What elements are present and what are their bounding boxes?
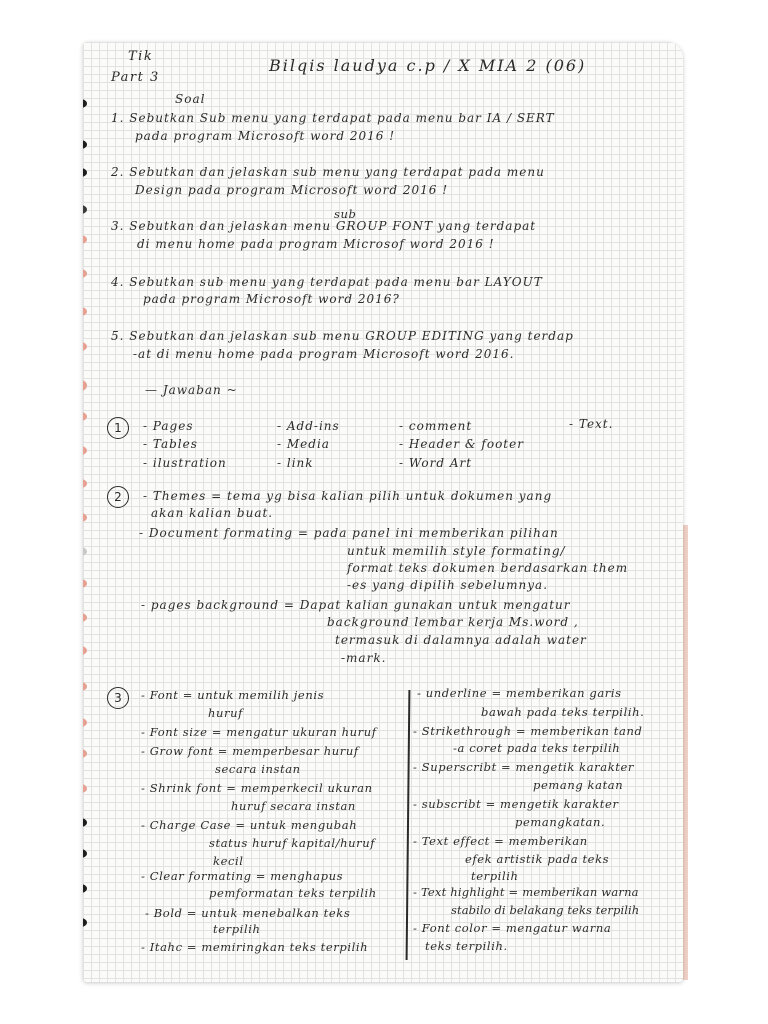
answer-1-item: - comment bbox=[399, 419, 473, 433]
answer-3-right-line: efek artistik pada teks bbox=[465, 852, 610, 866]
binder-hole bbox=[83, 307, 87, 316]
answer-1-item: - link bbox=[277, 456, 314, 470]
binder-hole bbox=[83, 818, 87, 827]
answer-3-left-line: - Charge Case = untuk mengubah bbox=[141, 818, 358, 832]
answer-3-right-line: bawah pada teks terpilih. bbox=[481, 705, 645, 719]
subject-label: Tik bbox=[128, 49, 154, 64]
answer-3-left-line: - Font = untuk memilih jenis bbox=[141, 688, 325, 702]
binder-hole bbox=[83, 269, 87, 278]
answer-3-right-line: pemang katan bbox=[533, 778, 624, 792]
binder-hole bbox=[83, 784, 87, 793]
answer-3-right-line: - Text effect = memberikan bbox=[413, 834, 588, 848]
binder-hole bbox=[83, 613, 87, 622]
binder-hole bbox=[83, 380, 87, 391]
binder-hole bbox=[83, 579, 87, 588]
answer-3-left-line: status huruf kapital/huruf bbox=[209, 836, 376, 850]
binder-hole bbox=[83, 849, 87, 858]
answer-3-right-line: terpilih bbox=[471, 869, 519, 883]
answer-1-item: - Text. bbox=[569, 417, 614, 431]
answer-3-left-line: - Shrink font = memperkecil ukuran bbox=[141, 781, 373, 795]
binder-hole bbox=[83, 682, 87, 691]
answer-1-item: - Header & footer bbox=[399, 437, 524, 451]
question-4-line-2: pada program Microsoft word 2016? bbox=[143, 292, 400, 306]
answer-1-item: - Add-ins bbox=[277, 419, 340, 433]
answer-3-right-line: teks terpilih. bbox=[425, 939, 508, 953]
answer-2-line: - pages background = Dapat kalian gunakan untuk mengatur bbox=[141, 598, 571, 612]
answer-2-line: untuk memilih style formating/ bbox=[347, 544, 566, 558]
answer-3-left-line: - Font size = mengatur ukuran huruf bbox=[141, 725, 377, 739]
answer-3-left-line: huruf secara instan bbox=[231, 799, 356, 813]
binder-hole bbox=[83, 547, 87, 556]
binder-hole bbox=[83, 342, 87, 351]
part-label: Part 3 bbox=[111, 70, 160, 85]
answer-2-line: akan kalian buat. bbox=[151, 506, 274, 520]
answer-1-item: - Pages bbox=[143, 419, 194, 433]
answer-3-left-line: - Itahc = memiringkan teks terpilih bbox=[141, 940, 369, 954]
question-1-line-1: 1. Sebutkan Sub menu yang terdapat pada menu bar IA / SERT bbox=[111, 111, 555, 125]
binder-hole bbox=[83, 718, 87, 727]
binder-hole bbox=[83, 168, 87, 177]
answer-2-line: background lembar kerja Ms.word , bbox=[327, 615, 579, 629]
answer-3-right-line: -a coret pada teks terpilih bbox=[453, 741, 621, 755]
question-2-line-1: 2. Sebutkan dan jelaskan sub menu yang terdapat pada menu bbox=[111, 165, 545, 179]
answer-3-left-line: pemformatan teks terpilih bbox=[209, 886, 377, 900]
binder-hole bbox=[83, 646, 87, 655]
binder-hole bbox=[83, 140, 87, 149]
answer-3-right-line: - Strikethrough = memberikan tand bbox=[413, 724, 643, 738]
jawaban-heading: — Jawaban ~ bbox=[145, 383, 238, 397]
notebook-page bbox=[83, 42, 683, 982]
answer-1-item: - Media bbox=[277, 437, 330, 451]
answer-3-right-line: - subscribt = mengetik karakter bbox=[413, 797, 619, 811]
binder-hole bbox=[83, 412, 87, 421]
answer-2-line: termasuk di dalamnya adalah water bbox=[335, 633, 587, 647]
answer-1-item: - Tables bbox=[143, 437, 198, 451]
answer-3-right-line: - Text highlight = memberikan warna bbox=[413, 885, 639, 899]
binder-hole bbox=[83, 918, 87, 927]
answer-3-right-line: - underline = memberikan garis bbox=[417, 686, 622, 700]
question-1-line-2: pada program Microsoft word 2016 ! bbox=[135, 129, 396, 143]
soal-heading: Soal bbox=[175, 92, 206, 106]
binder-hole bbox=[83, 205, 87, 214]
question-2-line-2: Design pada program Microsoft word 2016 ! bbox=[135, 183, 449, 197]
answer-3-left-line: huruf bbox=[208, 706, 243, 720]
answer-3-number: 3 bbox=[107, 687, 129, 709]
answer-3-right-line: stabilo di belakang teks terpilih bbox=[451, 903, 640, 917]
answer-3-left-line: terpilih bbox=[213, 922, 261, 936]
answer-3-left-line: - Grow font = memperbesar huruf bbox=[141, 744, 359, 758]
answer-3-left-line: kecil bbox=[213, 854, 244, 868]
binder-hole bbox=[83, 749, 87, 758]
answer-3-right-line: pemangkatan. bbox=[515, 815, 606, 829]
column-divider bbox=[406, 690, 410, 960]
answer-3-left-line: - Bold = untuk menebalkan teks bbox=[145, 906, 351, 920]
binder-hole bbox=[83, 99, 87, 108]
question-5-line-2: -at di menu home pada program Microsoft word 2016. bbox=[133, 347, 515, 361]
question-5-line-1: 5. Sebutkan dan jelaskan sub menu GROUP EDITING yang terdap bbox=[111, 329, 574, 343]
answer-1-item: - ilustration bbox=[143, 456, 227, 470]
answer-3-right-line: - Font color = mengatur warna bbox=[413, 921, 612, 935]
answer-1-number: 1 bbox=[107, 417, 129, 439]
question-3-line-1: 3. Sebutkan dan jelaskan menu GROUP FONT yang terdapat bbox=[111, 219, 537, 233]
answer-3-left-line: - Clear formating = menghapus bbox=[141, 869, 344, 883]
binder-hole bbox=[83, 446, 87, 455]
answer-2-line: -mark. bbox=[341, 651, 387, 665]
answer-2-line: -es yang dipilih sebelumnya. bbox=[347, 578, 549, 592]
question-3-line-2: di menu home pada program Microsof word 2016 ! bbox=[137, 237, 495, 251]
answer-3-right-line: - Superscribt = mengetik karakter bbox=[413, 760, 635, 774]
answer-2-line: - Document formating = pada panel ini memberikan pilihan bbox=[139, 526, 559, 540]
answer-2-line: format teks dokumen berdasarkan them bbox=[347, 561, 629, 575]
binder-hole bbox=[83, 235, 87, 244]
binder-hole bbox=[83, 884, 87, 893]
binder-hole bbox=[83, 479, 87, 488]
question-3-sub-note: sub bbox=[334, 207, 357, 221]
answer-2-number: 2 bbox=[107, 486, 129, 508]
answer-3-left-line: secara instan bbox=[215, 762, 301, 776]
answer-2-line: - Themes = tema yg bisa kalian pilih untuk dokumen yang bbox=[143, 489, 553, 503]
answer-1-item: - Word Art bbox=[399, 456, 473, 470]
binder-hole bbox=[83, 513, 87, 522]
student-name: Bilqis laudya c.p / X MIA 2 (06) bbox=[269, 56, 587, 75]
question-4-line-1: 4. Sebutkan sub menu yang terdapat pada menu bar LAYOUT bbox=[111, 275, 543, 289]
